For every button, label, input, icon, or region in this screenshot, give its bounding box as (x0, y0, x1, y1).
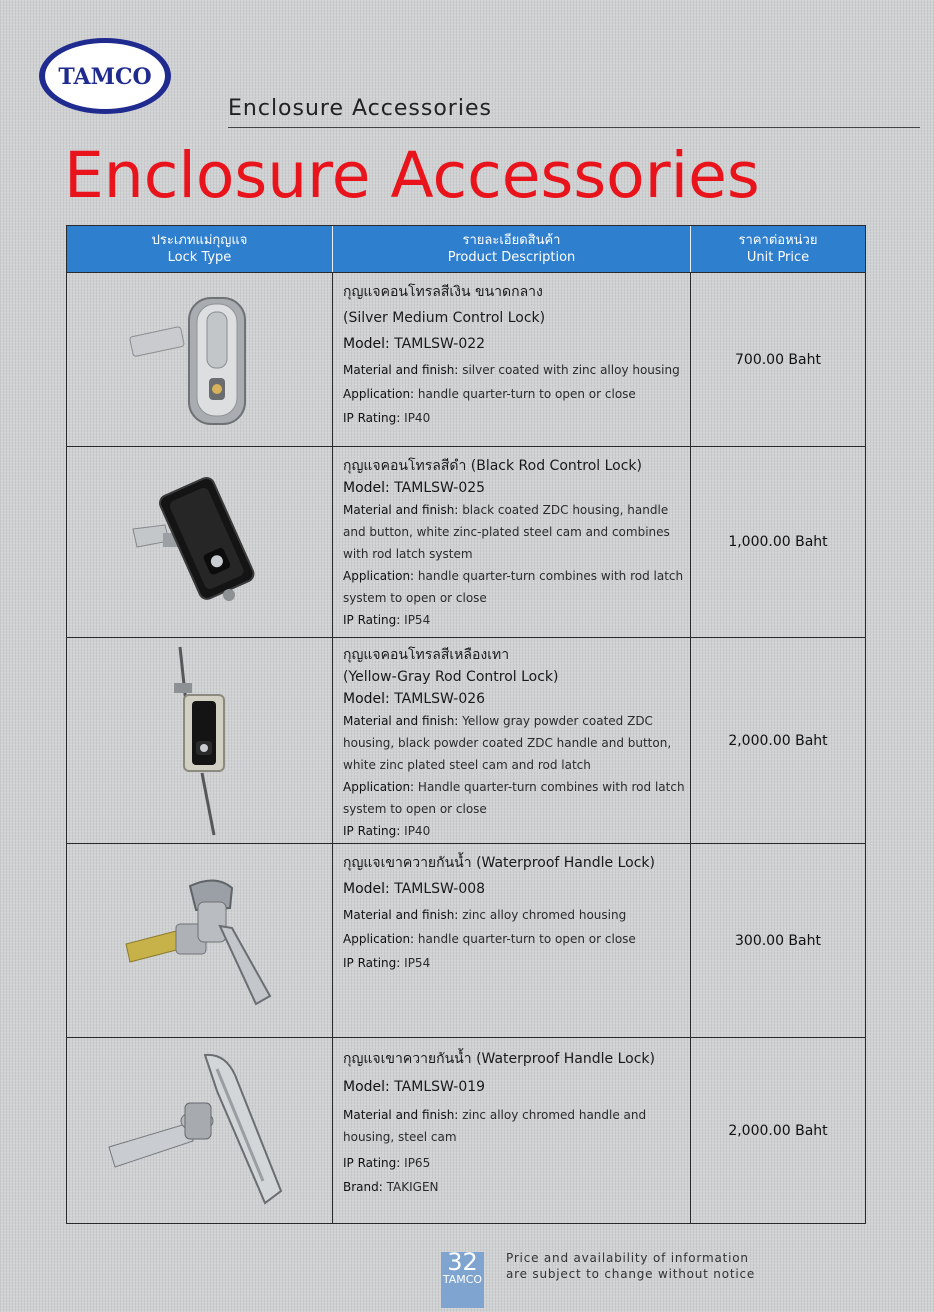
product-price: 300.00 Baht (735, 932, 821, 949)
product-title-thai: กุญแจคอนโทรลสีเงิน ขนาดกลาง (343, 284, 543, 300)
table-header (67, 226, 865, 272)
application-value: Handle quarter-turn combines with rod latch system to open or close (343, 780, 685, 816)
brand-label: Brand: (343, 1180, 383, 1194)
model-value: TAMLSW-022 (394, 336, 486, 352)
model-value: TAMLSW-008 (394, 881, 486, 897)
ip-value: IP40 (404, 411, 431, 425)
product-brand (343, 1176, 690, 1198)
application-label: Application: (343, 569, 415, 583)
yellow-gray-rod-control-lock-image (140, 643, 260, 839)
product-description (333, 638, 691, 843)
table-row (67, 272, 865, 446)
product-model (343, 477, 690, 499)
product-material (343, 710, 690, 776)
waterproof-handle-lock-008-image (120, 866, 280, 1016)
product-model (343, 333, 690, 355)
model-value: TAMLSW-025 (394, 480, 486, 496)
application-value: handle quarter-turn to open or close (417, 932, 636, 946)
table-row (67, 843, 865, 1037)
product-title: กุญแจเขาควายกันน้ำ (Waterproof Handle Lock) (343, 1051, 655, 1067)
material-label: Material and finish: (343, 908, 459, 922)
header-price-en: Unit Price (746, 250, 810, 265)
model-label: Model: (343, 1079, 390, 1095)
product-title-en: (Yellow-Gray Rod Control Lock) (343, 669, 559, 685)
model-label: Model: (343, 881, 390, 897)
material-label: Material and finish: (343, 363, 459, 377)
product-table (66, 225, 866, 1224)
page-number: 32 (447, 1248, 478, 1276)
application-value: handle quarter-turn combines with rod latch system to open or close (343, 569, 684, 605)
model-label: Model: (343, 691, 390, 707)
material-value: Yellow gray powder coated ZDC housing, black powder coated ZDC handle and button, white zinc plated steel cam and rod latch (343, 714, 672, 772)
application-value: handle quarter-turn to open or close (417, 387, 636, 401)
material-label: Material and finish: (343, 1108, 459, 1122)
product-ip-rating (343, 407, 690, 429)
material-value: zinc alloy chromed handle and housing, steel cam (343, 1108, 647, 1144)
subtitle-divider (228, 127, 920, 128)
product-price: 2,000.00 Baht (728, 732, 828, 749)
product-title-thai: กุญแจคอนโทรลสีเหลืองเทา (343, 647, 510, 663)
product-model (343, 1076, 690, 1098)
footer-brand: TAMCO (442, 1273, 483, 1286)
product-title: กุญแจเขาควายกันน้ำ (Waterproof Handle Lock) (343, 855, 655, 871)
ip-label: IP Rating: (343, 956, 401, 970)
page-title: Enclosure Accessories (64, 139, 760, 212)
product-price: 700.00 Baht (735, 351, 821, 368)
table-row (67, 1037, 865, 1223)
header-description (333, 226, 691, 272)
header-price-th: ราคาต่อหน่วย (738, 233, 818, 248)
model-value: TAMLSW-019 (394, 1079, 486, 1095)
application-label: Application: (343, 387, 415, 401)
ip-value: IP65 (404, 1156, 431, 1170)
table-row (67, 446, 865, 637)
application-label: Application: (343, 780, 415, 794)
header-price (691, 226, 865, 272)
ip-label: IP Rating: (343, 824, 401, 838)
product-material (343, 1104, 690, 1148)
product-description (333, 844, 691, 1037)
product-description (333, 273, 691, 446)
product-price: 2,000.00 Baht (728, 1122, 828, 1139)
table-row (67, 637, 865, 843)
material-label: Material and finish: (343, 503, 459, 517)
product-model (343, 878, 690, 900)
ip-label: IP Rating: (343, 1156, 401, 1170)
header-lock-type-th: ประเภทแม่กุญแจ (151, 233, 248, 248)
tamco-logo (38, 37, 172, 115)
model-label: Model: (343, 336, 390, 352)
product-ip-rating (343, 609, 690, 631)
product-application (343, 928, 690, 950)
black-rod-control-lock-image (125, 477, 275, 607)
product-title: กุญแจคอนโทรลสีดำ (Black Rod Control Lock) (343, 458, 643, 474)
material-label: Material and finish: (343, 714, 459, 728)
product-image-cell (67, 638, 333, 843)
product-description (333, 447, 691, 637)
footer-notice (506, 1250, 755, 1282)
product-ip-rating (343, 1152, 690, 1174)
product-description (333, 1038, 691, 1223)
ip-value: IP54 (404, 613, 431, 627)
ip-label: IP Rating: (343, 411, 401, 425)
section-subtitle: Enclosure Accessories (228, 96, 492, 121)
material-value: black coated ZDC housing, handle and button, white zinc-plated steel cam and combines with rod latch system (343, 503, 670, 561)
product-application (343, 383, 690, 405)
application-label: Application: (343, 932, 415, 946)
tamco-logo-graphic (38, 37, 172, 115)
product-model (343, 688, 690, 710)
product-ip-rating (343, 952, 690, 974)
product-material (343, 359, 690, 381)
product-application (343, 776, 690, 820)
ip-label: IP Rating: (343, 613, 401, 627)
product-image-cell (67, 1038, 333, 1223)
product-material (343, 904, 690, 926)
notice-line-2: are subject to change without notice (506, 1267, 756, 1281)
product-image-cell (67, 447, 333, 637)
material-value: silver coated with zinc alloy housing (462, 363, 680, 377)
product-price: 1,000.00 Baht (728, 534, 828, 550)
logo-text: TAMCO (58, 64, 152, 90)
product-image-cell (67, 273, 333, 446)
silver-control-lock-image (125, 290, 275, 430)
waterproof-handle-lock-019-image (105, 1051, 295, 1211)
ip-value: IP40 (404, 824, 431, 838)
product-image-cell (67, 844, 333, 1037)
header-lock-type (67, 226, 333, 272)
product-title-en: (Silver Medium Control Lock) (343, 310, 546, 326)
product-ip-rating (343, 820, 690, 842)
header-description-th: รายละเอียดสินค้า (462, 233, 561, 248)
header-description-en: Product Description (447, 250, 576, 265)
ip-value: IP54 (404, 956, 431, 970)
model-label: Model: (343, 480, 390, 496)
material-value: zinc alloy chromed housing (462, 908, 627, 922)
notice-line-1: Price and availability of information (506, 1251, 749, 1265)
header-lock-type-en: Lock Type (167, 250, 232, 265)
product-material (343, 499, 690, 565)
product-application (343, 565, 690, 609)
model-value: TAMLSW-026 (394, 691, 486, 707)
brand-value: TAKIGEN (386, 1180, 439, 1194)
